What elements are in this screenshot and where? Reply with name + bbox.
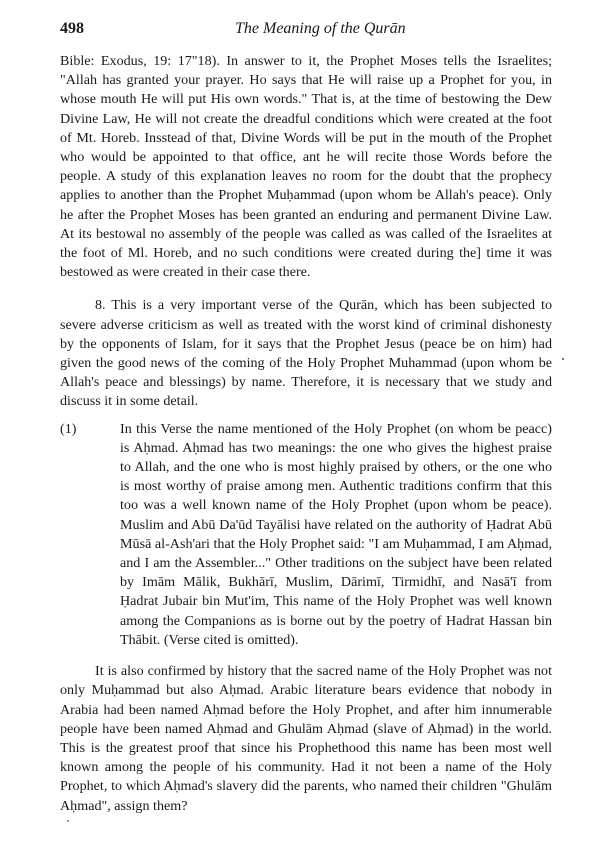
scan-speck xyxy=(562,358,564,360)
note-8-paragraph: 8. This is a very important verse of the Qurān, which has been subjected to severe adverse criticism as well as treated with the worst kind of criminal dishonesty by the opponents of Islam, for it says that the Prophet Jesus (peace be on him) had given the good news of the coming of the Holy Prophet Muhammad (upon whom be Allah's peace and blessings) by name. Therefore, it is necessary that we study and discuss it in some detail. xyxy=(60,297,552,410)
page-body xyxy=(60,52,552,816)
continuation-paragraph: Bible: Exodus, 19: 17"18). In answer to it, the Prophet Moses tells the Israelites; "Allah has granted your prayer. Ho says that He will raise up a Prophet for you, in whose mouth He will put His own words." That is, at the time of bestowing the Dew Divine Law, He will not create the dreadful conditions which were created at the foot of Mt. Horeb. Insstead of that, Divine Words will be put in the mouth of the Prophet who would be appointed to that office, ant he will recite those Words before the people. A study of this explanation leaves no room for the doubt that the prophecy applies to another than the Prophet Muḥammad (upon whom be Allah's peace). Only he after the Prophet Moses has been granted an enduring and permanent Divine Law. At its bestowal no assembly of the people was called as was called of the Israelites at the foot of Ml. Horeb, and no such conditions were created during the] time it was bestowed as were created in their case there. xyxy=(60,53,552,281)
scan-speck xyxy=(67,820,69,822)
numbered-item xyxy=(60,420,552,650)
page-number: 498 xyxy=(60,20,84,37)
running-title: The Meaning of the Qurān xyxy=(235,20,406,37)
item-number: (1) xyxy=(60,420,77,437)
page-header xyxy=(60,20,560,40)
item-text: In this Verse the name mentioned of the Holy Prophet (on whom be peacc) is Aḥmad. Aḥmad has two meanings: the one who gives the highest praise to Allah, and the one who is most highly praised by others, or the one who is most worthy of praise among men. Authentic traditions confirm that this too was a well known name of the Holy Prophet (upon whom be peace). Muslim and Abū Da'ūd Tayālisi have related on the authority of Ḥadrat Abū Mūsā al-Ash'ari that the Holy Prophet said: "I am Muḥammad, I am Aḥmad, and I am the Assembler..." Other traditions on the subject have been related by Imām Mālik, Bukhārī, Muslim, Dārimī, Tirmidhī, and Nasā'ī from Ḥadrat Jubair bin Mut'im, This name of the Holy Prophet was well known among the Companions as is borne out by the poetry of Hadrat Hassan bin Thābit. (Verse cited is omitted). xyxy=(120,420,552,648)
closing-paragraph: It is also confirmed by history that the sacred name of the Holy Prophet was not only Muḥammad but also Aḥmad. Arabic literature bears evidence that nobody in Arabia had been named Aḥmad before the Holy Prophet, and after him innumerable people have been named Aḥmad and Ghulām Aḥmad (slave of Aḥmad) in the world. This is the greatest proof that since his Prophethood this name has been most well known among the people of his community. Had it not been a name of the Holy Prophet, to which Aḥmad's slavery did the parents, who named their children "Ghulām Aḥmad", assign them? xyxy=(60,663,552,814)
